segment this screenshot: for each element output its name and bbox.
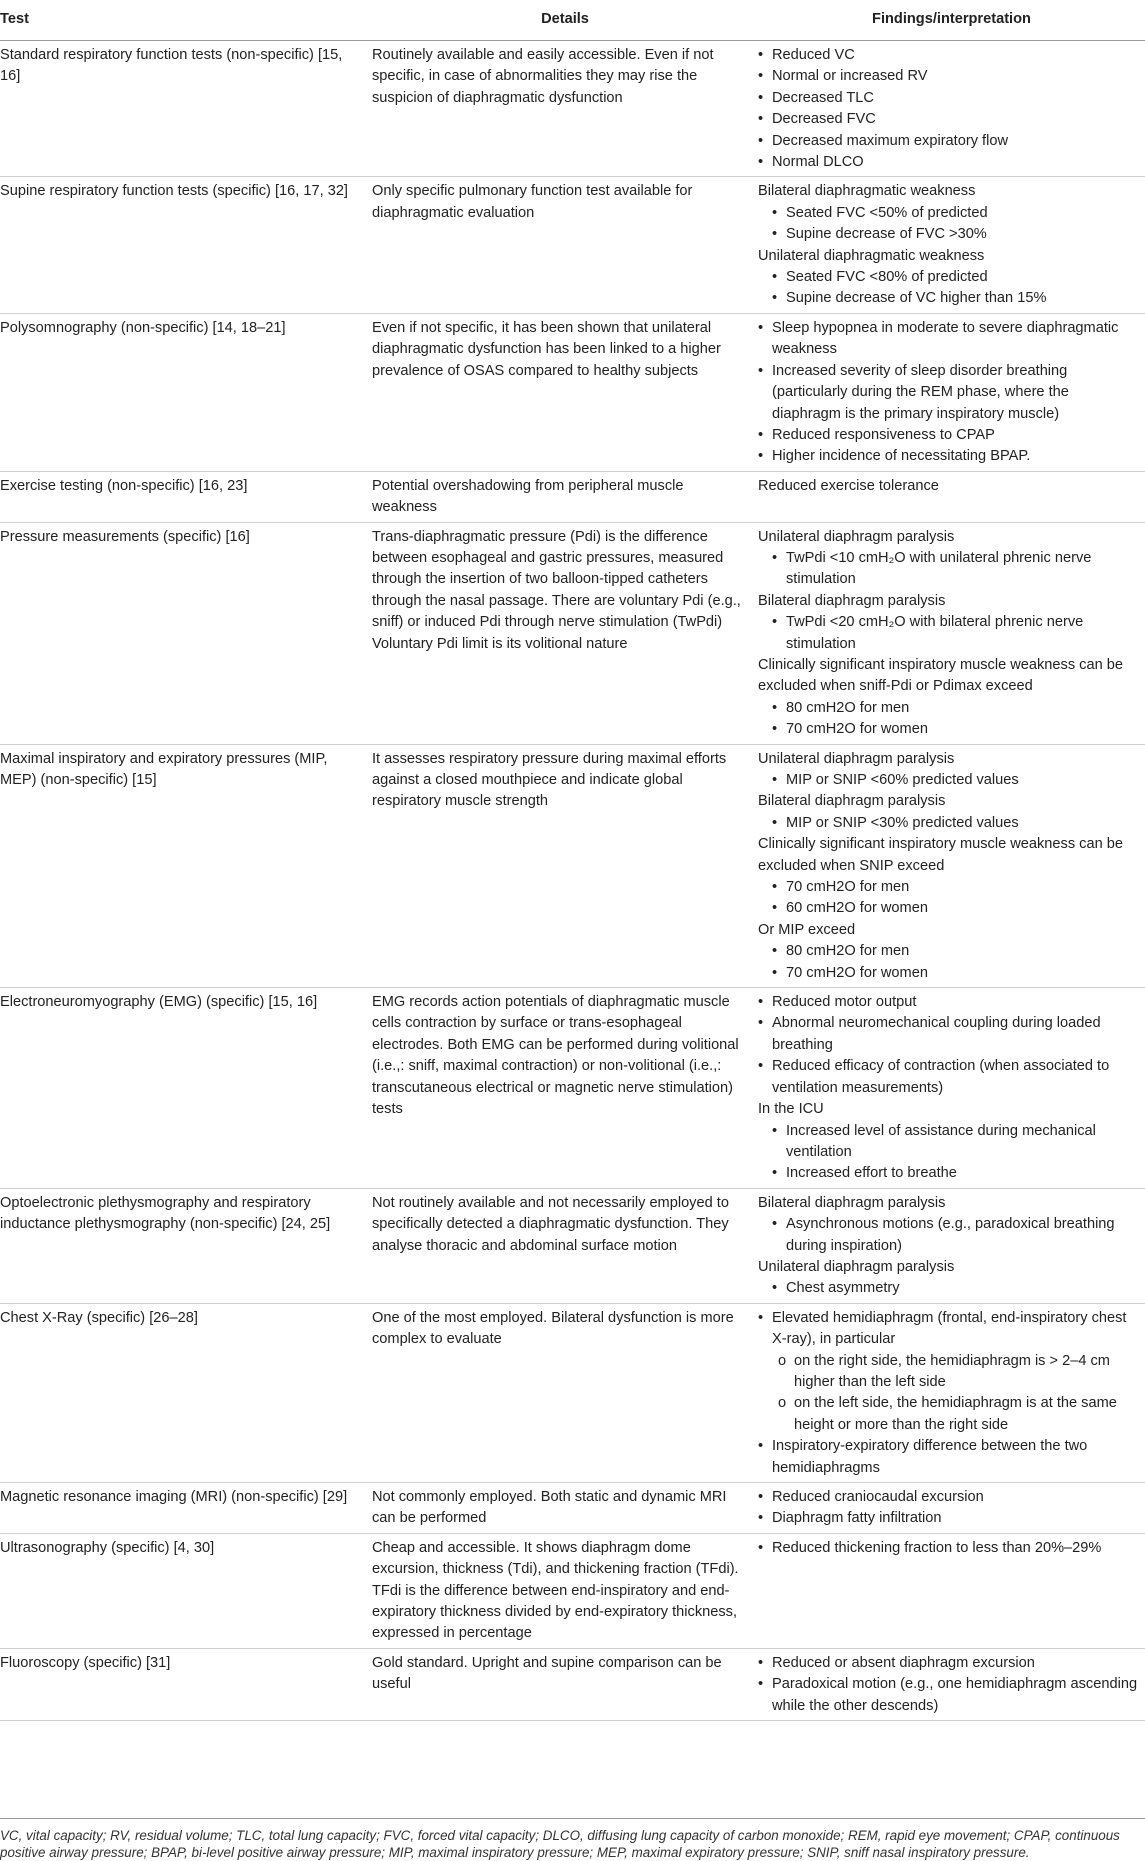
cell-details xyxy=(372,177,758,313)
findings-bullet: • TwPdi <10 cmH₂O with unilateral phrenic nerve stimulation xyxy=(758,548,1139,591)
table-header-row xyxy=(0,0,1145,41)
table-row xyxy=(0,41,1145,177)
findings-bullet: • Reduced responsiveness to CPAP xyxy=(758,425,1139,446)
footnote-text: VC, vital capacity; RV, residual volume; TLC, total lung capacity; FVC, forced vital capacity; DLCO, diffusing lung capacity of carbon monoxide; REM, rapid eye movement; CPAP, continuous positive airway pressure; BPAP, bi-level positive airway pressure; MIP, maximal inspiratory pressure; MEP, maximal expiratory pressure; SNIP, sniff nasal inspiratory pressure. xyxy=(0,1828,1120,1860)
table-row xyxy=(0,177,1145,313)
details-text: Potential overshadowing from peripheral muscle weakness xyxy=(372,477,684,516)
cell-test: Pressure measurements (specific) [16] xyxy=(0,522,372,744)
cell-test: Chest X-Ray (specific) [26–28] xyxy=(0,1303,372,1482)
cell-findings xyxy=(758,988,1145,1189)
findings-heading: In the ICU xyxy=(758,1101,824,1118)
cell-details xyxy=(372,1303,758,1482)
cell-test: Polysomnography (non-specific) [14, 18–21] xyxy=(0,313,372,471)
findings-bullet: • Normal or increased RV xyxy=(758,66,1139,87)
details-text: Voluntary Pdi limit is its volitional nature xyxy=(372,635,628,652)
findings-bullet: • Reduced or absent diaphragm excursion xyxy=(758,1653,1139,1674)
details-text: EMG records action potentials of diaphragmatic muscle cells contraction by surface or trans-esophageal electrodes. Both EMG can be performed during volitional (i.e.,: sniff, maximal contraction) or non-volitional (i.e.,: transcutaneous electrical or magnetic nerve stimulation) tests xyxy=(372,994,739,1118)
header-findings: Findings/interpretation xyxy=(758,0,1145,41)
findings-bullet: • Asynchronous motions (e.g., paradoxical breathing during inspiration) xyxy=(758,1214,1139,1257)
cell-findings xyxy=(758,471,1145,522)
header-test: Test xyxy=(0,0,372,41)
details-text: It assesses respiratory pressure during maximal efforts against a closed mouthpiece and indicate global respiratory muscle strength xyxy=(372,750,727,810)
findings-heading: Clinically significant inspiratory muscle weakness can be excluded when SNIP exceed xyxy=(758,836,1124,874)
findings-heading: Unilateral diaphragm paralysis xyxy=(758,750,955,767)
findings-bullet: • 80 cmH2O for men xyxy=(758,941,1139,962)
cell-test: Optoelectronic plethysmography and respiratory inductance plethysmography (non-specific) [24, 25] xyxy=(0,1188,372,1303)
findings-bullet: • Reduced efficacy of contraction (when associated to ventilation measurements) xyxy=(758,1056,1139,1099)
findings-bullet: • Increased effort to breathe xyxy=(758,1163,1139,1184)
details-text: Trans-diaphragmatic pressure (Pdi) is the difference between esophageal and gastric pressures, measured through the insertion of two balloon-tipped catheters through the nasal passage. There are voluntary Pdi (e.g., sniff) or induced Pdi through nerve stimulation (TwPdi) xyxy=(372,528,741,631)
findings-subitem: o on the right side, the hemidiaphragm is > 2–4 cm higher than the left side xyxy=(758,1351,1139,1394)
cell-details xyxy=(372,1533,758,1648)
findings-bullet: • Inspiratory-expiratory difference between the two hemidiaphragms xyxy=(758,1436,1139,1479)
cell-details xyxy=(372,313,758,471)
table-row xyxy=(0,1188,1145,1303)
findings-heading: Bilateral diaphragmatic weakness xyxy=(758,183,976,200)
findings-bullet: • MIP or SNIP <30% predicted values xyxy=(758,813,1139,834)
cell-test: Exercise testing (non-specific) [16, 23] xyxy=(0,471,372,522)
cell-test: Fluoroscopy (specific) [31] xyxy=(0,1648,372,1720)
findings-bullet: • Reduced motor output xyxy=(758,992,1139,1013)
findings-bullet: • Decreased TLC xyxy=(758,88,1139,109)
cell-findings xyxy=(758,1533,1145,1648)
table-body xyxy=(0,41,1145,1721)
table-row xyxy=(0,1533,1145,1648)
cell-details xyxy=(372,471,758,522)
cell-findings xyxy=(758,1188,1145,1303)
findings-heading: Unilateral diaphragm paralysis xyxy=(758,528,955,545)
findings-bullet: • 80 cmH2O for men xyxy=(758,698,1139,719)
cell-details xyxy=(372,522,758,744)
findings-bullet: • Increased severity of sleep disorder breathing (particularly during the REM phase, where the diaphragm is the primary inspiratory muscle) xyxy=(758,361,1139,425)
findings-bullet: • Paradoxical motion (e.g., one hemidiaphragm ascending while the other descends) xyxy=(758,1674,1139,1717)
findings-bullet: • Higher incidence of necessitating BPAP. xyxy=(758,446,1139,467)
findings-bullet: • Chest asymmetry xyxy=(758,1278,1139,1299)
findings-heading: Clinically significant inspiratory muscle weakness can be excluded when sniff-Pdi or Pdimax exceed xyxy=(758,656,1124,695)
details-text: Routinely available and easily accessible. Even if not specific, in case of abnormalities they may rise the suspicion of diaphragmatic dysfunction xyxy=(372,47,714,106)
cell-details xyxy=(372,1648,758,1720)
findings-bullet: • Reduced thickening fraction to less than 20%–29% xyxy=(758,1538,1139,1559)
findings-heading: Or MIP exceed xyxy=(758,921,856,938)
details-text: Gold standard. Upright and supine comparison can be useful xyxy=(372,1654,722,1693)
findings-bullet: • Reduced VC xyxy=(758,45,1139,66)
findings-bullet: • 70 cmH2O for men xyxy=(758,877,1139,898)
table-row xyxy=(0,744,1145,987)
cell-details xyxy=(372,744,758,987)
table-row xyxy=(0,313,1145,471)
table-row xyxy=(0,1648,1145,1720)
cell-findings xyxy=(758,177,1145,313)
findings-bullet: • Abnormal neuromechanical coupling during loaded breathing xyxy=(758,1013,1139,1056)
cell-test: Ultrasonography (specific) [4, 30] xyxy=(0,1533,372,1648)
findings-bullet: • Reduced craniocaudal excursion xyxy=(758,1487,1139,1508)
findings-bullet: • Seated FVC <80% of predicted xyxy=(758,267,1139,288)
cell-details xyxy=(372,988,758,1189)
details-text: Cheap and accessible. It shows diaphragm dome excursion, thickness (Tdi), and thickening fraction (TFdi). TFdi is the difference between end-inspiratory and end-expiratory thickness divided by end-expiratory thickness, expressed in percentage xyxy=(372,1539,739,1642)
table-row xyxy=(0,1483,1145,1534)
header-details: Details xyxy=(372,0,758,41)
findings-bullet: • TwPdi <20 cmH₂O with bilateral phrenic nerve stimulation xyxy=(758,612,1139,655)
findings-bullet: • Elevated hemidiaphragm (frontal, end-inspiratory chest X-ray), in particular xyxy=(758,1308,1139,1351)
findings-heading: Reduced exercise tolerance xyxy=(758,477,939,494)
findings-heading: Unilateral diaphragm paralysis xyxy=(758,1258,955,1275)
cell-details xyxy=(372,1483,758,1534)
findings-subitem: o on the left side, the hemidiaphragm is at the same height or more than the right side xyxy=(758,1393,1139,1436)
findings-bullet: • Normal DLCO xyxy=(758,152,1139,173)
findings-bullet: • Sleep hypopnea in moderate to severe diaphragmatic weakness xyxy=(758,318,1139,361)
cell-findings xyxy=(758,1303,1145,1482)
table-row xyxy=(0,1303,1145,1482)
cell-test: Supine respiratory function tests (specific) [16, 17, 32] xyxy=(0,177,372,313)
cell-test: Electroneuromyography (EMG) (specific) [15, 16] xyxy=(0,988,372,1189)
cell-findings xyxy=(758,744,1145,987)
findings-bullet: • 60 cmH2O for women xyxy=(758,898,1139,919)
table-row xyxy=(0,522,1145,744)
cell-findings xyxy=(758,1483,1145,1534)
cell-findings xyxy=(758,1648,1145,1720)
details-text: Not routinely available and not necessarily employed to specifically detected a diaphragmatic dysfunction. They analyse thoracic and abdominal surface motion xyxy=(372,1194,729,1254)
findings-bullet: • 70 cmH2O for women xyxy=(758,963,1139,984)
table-row xyxy=(0,988,1145,1189)
cell-findings xyxy=(758,313,1145,471)
cell-test: Magnetic resonance imaging (MRI) (non-specific) [29] xyxy=(0,1483,372,1534)
findings-bullet: • Supine decrease of FVC >30% xyxy=(758,224,1139,245)
details-text: Only specific pulmonary function test available for diaphragmatic evaluation xyxy=(372,183,693,221)
cell-findings xyxy=(758,41,1145,177)
findings-bullet: • Diaphragm fatty infiltration xyxy=(758,1508,1139,1529)
details-text: Even if not specific, it has been shown that unilateral diaphragmatic dysfunction has been linked to a higher prevalence of OSAS compared to healthy subjects xyxy=(372,319,721,379)
cell-details xyxy=(372,1188,758,1303)
findings-bullet: • Decreased FVC xyxy=(758,109,1139,130)
cell-test: Standard respiratory function tests (non-specific) [15, 16] xyxy=(0,41,372,177)
table-footnote xyxy=(0,1818,1145,1861)
findings-bullet: • Decreased maximum expiratory flow xyxy=(758,131,1139,152)
findings-heading: Bilateral diaphragm paralysis xyxy=(758,592,946,609)
findings-bullet: • MIP or SNIP <60% predicted values xyxy=(758,770,1139,791)
findings-heading: Bilateral diaphragm paralysis xyxy=(758,1194,946,1211)
cell-test: Maximal inspiratory and expiratory pressures (MIP, MEP) (non-specific) [15] xyxy=(0,744,372,987)
details-text: One of the most employed. Bilateral dysfunction is more complex to evaluate xyxy=(372,1309,734,1348)
details-text: Not commonly employed. Both static and dynamic MRI can be performed xyxy=(372,1489,727,1527)
findings-bullet: • Seated FVC <50% of predicted xyxy=(758,203,1139,224)
cell-findings xyxy=(758,522,1145,744)
findings-heading: Bilateral diaphragm paralysis xyxy=(758,793,946,810)
table-row xyxy=(0,471,1145,522)
findings-bullet: • 70 cmH2O for women xyxy=(758,719,1139,740)
cell-details xyxy=(372,41,758,177)
findings-heading: Unilateral diaphragmatic weakness xyxy=(758,247,985,264)
findings-bullet: • Supine decrease of VC higher than 15% xyxy=(758,288,1139,309)
findings-bullet: • Increased level of assistance during mechanical ventilation xyxy=(758,1121,1139,1164)
